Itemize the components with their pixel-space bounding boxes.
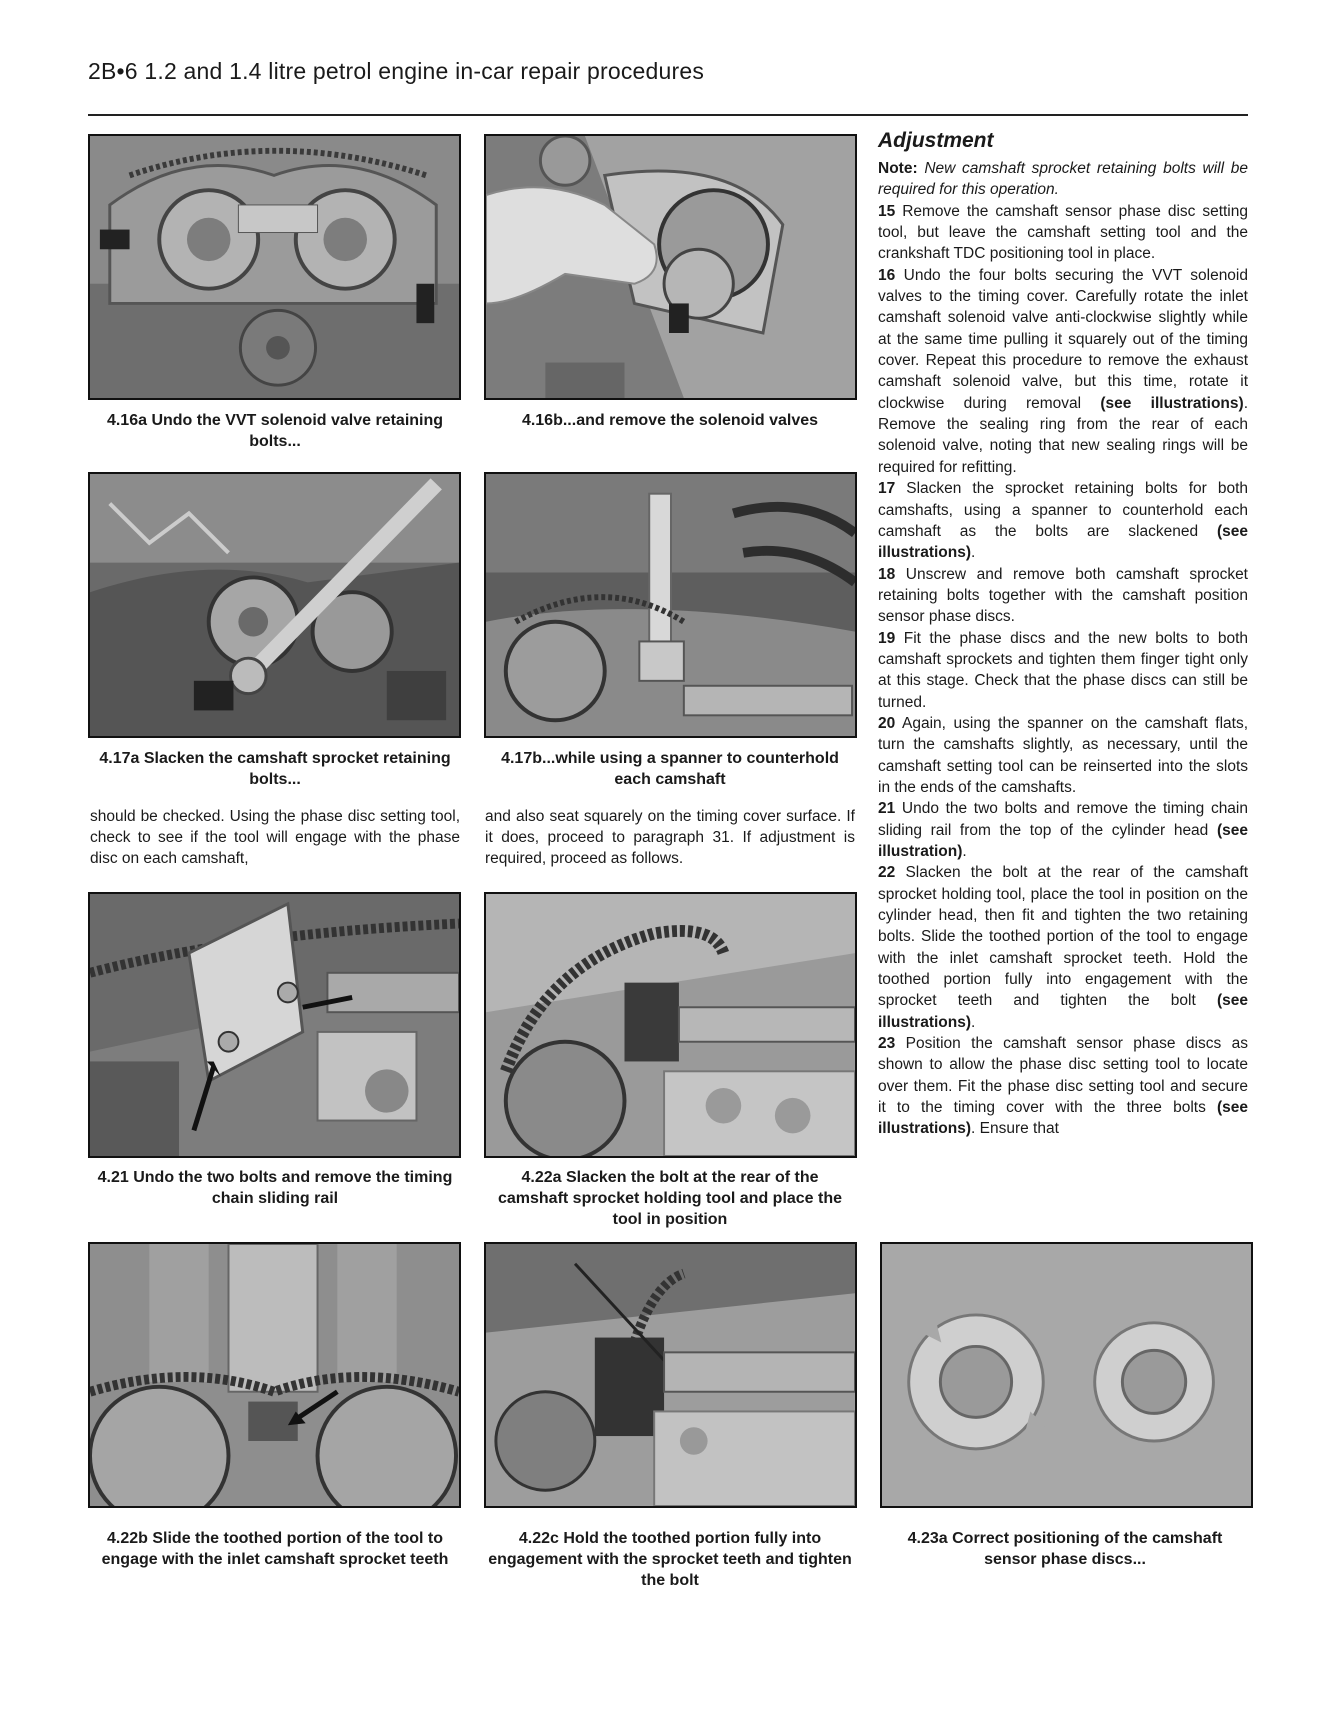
paragraph-15: 15 Remove the camshaft sensor phase disc setting tool, but leave the camshaft setting tool and the crankshaft TDC positioning tool in place. <box>878 202 1248 263</box>
caption-4-22a: 4.22a Slacken the bolt at the rear of the camshaft sprocket holding tool and place the tool in position <box>497 1169 843 1228</box>
paragraph-20: 20 Again, using the spanner on the camshaft flats, turn the camshafts slightly, as necessary, until the camshaft setting tool can be reinserted into the slots in the ends of the camshafts. <box>878 714 1249 796</box>
photo-4-21 <box>88 892 461 1158</box>
caption-4-17a: 4.17a Slacken the camshaft sprocket retaining bolts... <box>99 750 451 788</box>
header-rule <box>88 114 1248 116</box>
paragraph-18: 18 Unscrew and remove both camshaft sprocket retaining bolts together with the camshaft position sensor phase discs. <box>878 565 1248 626</box>
note-paragraph <box>878 158 1248 201</box>
body-text-col2: and also seat squarely on the timing cover surface. If it does, proceed to paragraph 31. If adjustment is required, proceed as follows. <box>485 808 855 867</box>
photo-4-16a <box>88 134 461 400</box>
adjustment-heading: Adjustment <box>878 129 994 152</box>
photo-4-22b <box>88 1242 461 1508</box>
caption-4-21: 4.21 Undo the two bolts and remove the timing chain sliding rail <box>97 1169 453 1207</box>
photo-4-22c <box>484 1242 857 1508</box>
paragraph-17: 17 Slacken the sprocket retaining bolts for both camshafts, using a spanner to counterhold each camshaft as the bolts are slackened (see illustrations). <box>878 480 1249 562</box>
photo-4-22a <box>484 892 857 1158</box>
caption-4-22b: 4.22b Slide the toothed portion of the tool to engage with the inlet camshaft sprocket teeth <box>101 1530 449 1568</box>
paragraph-16: 16 Undo the four bolts securing the VVT solenoid valves to the timing cover. Carefully rotate the inlet camshaft solenoid valve anti-clockwise slightly while at the same time pulling it squarely out of the timing cover. Repeat this procedure to remove the exhaust camshaft solenoid valve, but this time, rotate it clockwise during removal (see illustrations). Remove the sealing ring from the rear of each solenoid valve, noting that new sealing rings will be required for refitting. <box>878 266 1248 476</box>
body-text-col1: should be checked. Using the phase disc setting tool, check to see if the tool will engage with the phase disc on each camshaft, <box>90 808 460 867</box>
note-text: New camshaft sprocket retaining bolts will be required for this operation. <box>878 160 1248 199</box>
page-header: 2B•6 1.2 and 1.4 litre petrol engine in-car repair procedures <box>88 58 705 84</box>
photo-4-17a <box>88 472 461 738</box>
caption-4-23a: 4.23a Correct positioning of the camshaft sensor phase discs... <box>907 1530 1223 1568</box>
caption-4-22c: 4.22c Hold the toothed portion fully into engagement with the sprocket teeth and tighten the bolt <box>488 1530 852 1589</box>
photo-4-16b <box>484 134 857 400</box>
caption-4-16b: 4.16b...and remove the solenoid valves <box>521 412 819 429</box>
paragraph-19: 19 Fit the phase discs and the new bolts to both camshaft sprockets and tighten them finger tight only at this stage. Check that the phase discs can still be turned. <box>878 629 1248 711</box>
paragraph-21: 21 Undo the two bolts and remove the timing chain sliding rail from the top of the cylinder head (see illustration). <box>878 800 1248 860</box>
photo-4-17b <box>484 472 857 738</box>
caption-4-16a: 4.16a Undo the VVT solenoid valve retaining bolts... <box>106 412 444 450</box>
caption-4-17b: 4.17b...while using a spanner to counterhold each camshaft <box>501 750 839 788</box>
paragraph-23: 23 Position the camshaft sensor phase discs as shown to allow the phase disc setting tool to locate over them. Fit the phase disc setting tool and secure it to the timing cover with the three bolts (see illustrations). Ensure that <box>878 1035 1248 1138</box>
photo-4-23a <box>880 1242 1253 1508</box>
paragraph-22: 22 Slacken the bolt at the rear of the camshaft sprocket holding tool, place the tool in position on the cylinder head, then fit and tighten the two retaining bolts. Slide the toothed portion of the tool to engage with the inlet camshaft sprocket teeth. Hold the toothed portion fully into engagement with the sprocket teeth and tighten the bolt (see illustrations). <box>878 864 1248 1031</box>
adjustment-column <box>878 128 1248 1140</box>
note-label: Note: <box>878 160 918 177</box>
